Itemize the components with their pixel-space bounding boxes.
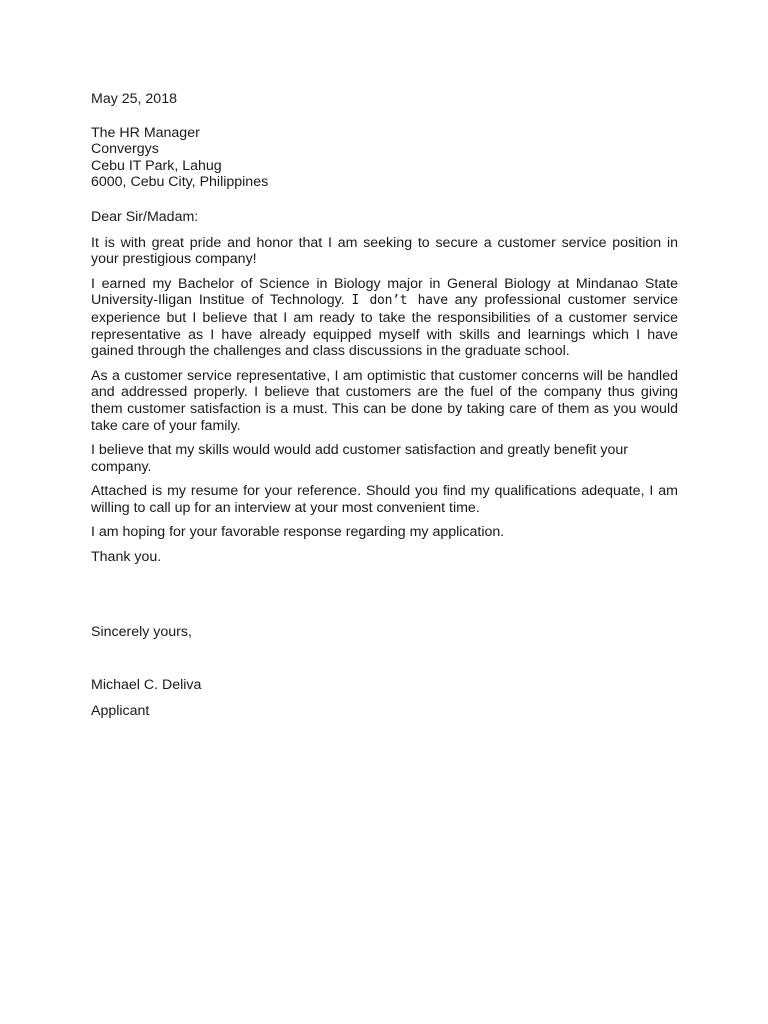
paragraph-education <box>91 276 678 360</box>
recipient-street: Cebu IT Park, Lahug <box>91 157 222 174</box>
thanks-line: Thank you. <box>91 549 162 566</box>
salutation: Dear Sir/Madam: <box>91 208 199 225</box>
paragraph-intro: It is with great pride and honor that I am seeking to secure a customer service position in your prestigious company! <box>91 234 678 268</box>
paragraph-education-part2: I don’t have <box>351 293 448 309</box>
signature-name: Michael C. Deliva <box>91 677 202 693</box>
paragraph-education-part1: I earned my Bachelor of Science in Biology major in General Biology at Mindanao State University-Iligan Institue of Technology. <box>91 275 678 309</box>
recipient-title: The HR Manager <box>91 124 200 141</box>
recipient-city: 6000, Cebu City, Philippines <box>91 174 269 191</box>
recipient-address <box>91 125 678 191</box>
paragraph-skills: I believe that my skills would would add customer satisfaction and greatly benefit your company. <box>91 442 629 475</box>
signature-role: Applicant <box>91 703 150 719</box>
paragraph-education-part3: any professional customer service experience but I believe that I am ready to take the responsibilities of a customer service representative as I have already equipped myself with skills and learnings which I have gained through the challenges and class discussions in the graduate school. <box>91 292 678 360</box>
paragraph-hoping: I am hoping for your favorable response regarding my application. <box>91 524 505 541</box>
paragraph-resume: Attached is my resume for your reference. Should you find my qualifications adequate, I am willing to call up for an interview at your most convenient time. <box>91 483 678 516</box>
letter-date: May 25, 2018 <box>91 91 177 107</box>
letter-body <box>91 91 678 566</box>
paragraph-optimism: As a customer service representative, I am optimistic that customer concerns will be handled and addressed properly. I believe that customers are the fuel of the company thus giving them customer satisfaction is a must. This can be done by taking care of them as you would take care of your family. <box>91 367 678 434</box>
recipient-company: Convergys <box>91 141 159 158</box>
closing-line: Sincerely yours, <box>91 624 192 640</box>
